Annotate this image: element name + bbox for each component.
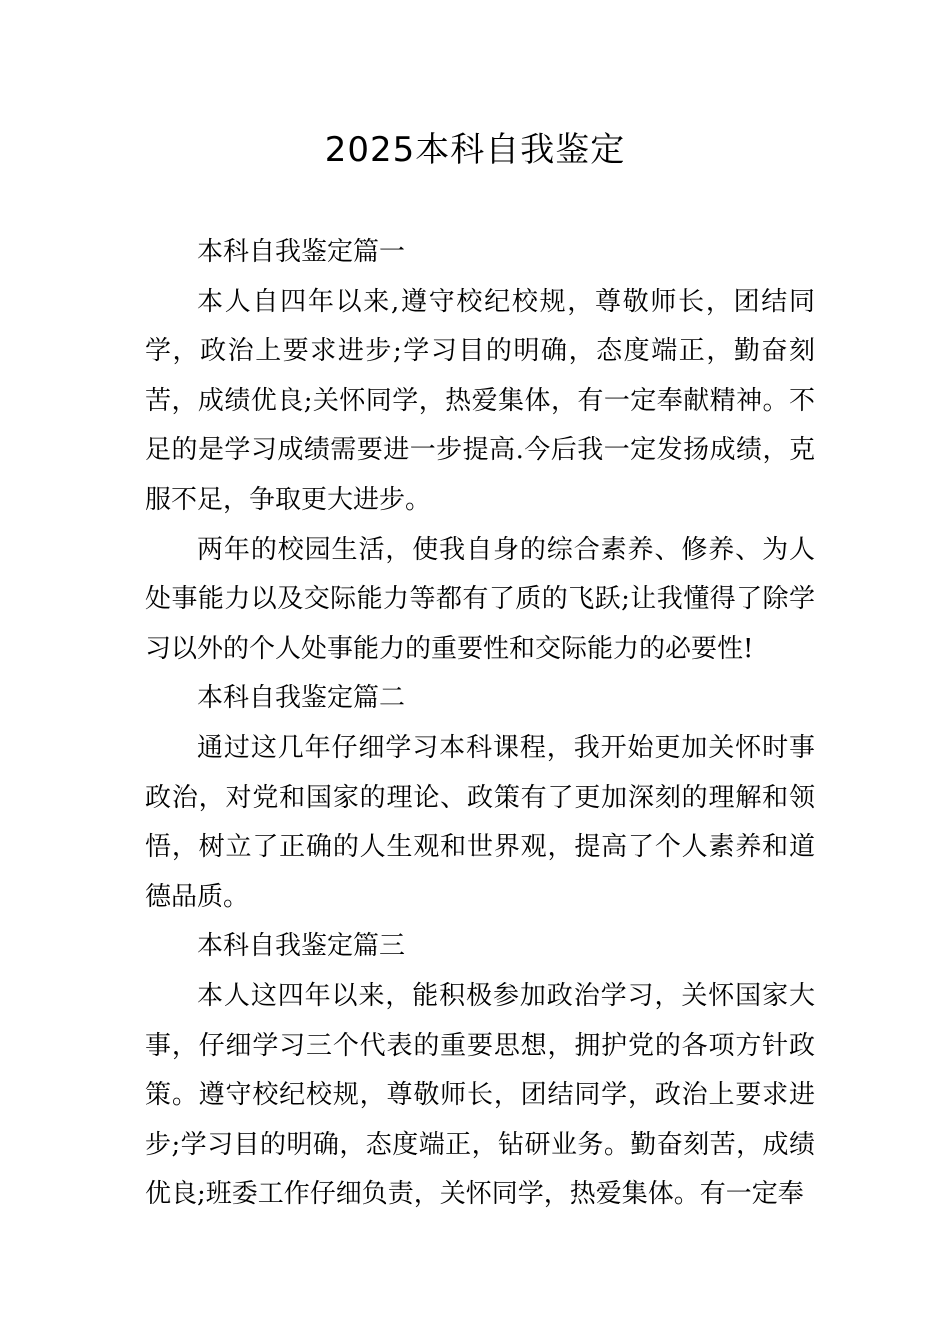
paragraph-1: 本人自四年以来,遵守校纪校规，尊敬师长，团结同学，政治上要求进步;学习目的明确，态度端正，勤奋刻苦，成绩优良;关怀同学，热爱集体，有一定奉献精神。不足的是学习成绩需要进一步提高.今后我一定发扬成绩，克服不足，争取更大进步。 [145, 286, 815, 515]
paragraph-3: 通过这几年仔细学习本科课程，我开始更加关怀时事政治，对党和国家的理论、政策有了更加深刻的理解和领悟，树立了正确的人生观和世界观，提高了个人素养和道德品质。 [145, 732, 815, 912]
paragraph-2: 两年的校园生活，使我自身的综合素养、修养、为人处事能力以及交际能力等都有了质的飞跃;让我懂得了除学习以外的个人处事能力的重要性和交际能力的必要性! [145, 534, 815, 664]
section-heading-3: 本科自我鉴定篇三 [197, 931, 406, 962]
document-title: 2025本科自我鉴定 [324, 130, 626, 170]
document-body [145, 228, 815, 1220]
paragraph-4: 本人这四年以来，能积极参加政治学习，关怀国家大事，仔细学习三个代表的重要思想，拥护党的各项方针政策。遵守校纪校规，尊敬师长，团结同学，政治上要求进步;学习目的明确，态度端正，钻研业务。勤奋刻苦，成绩优良;班委工作仔细负责，关怀同学，热爱集体。有一定奉 [145, 980, 815, 1210]
section-heading-1: 本科自我鉴定篇一 [197, 237, 406, 267]
section-heading-2: 本科自我鉴定篇二 [197, 683, 406, 714]
